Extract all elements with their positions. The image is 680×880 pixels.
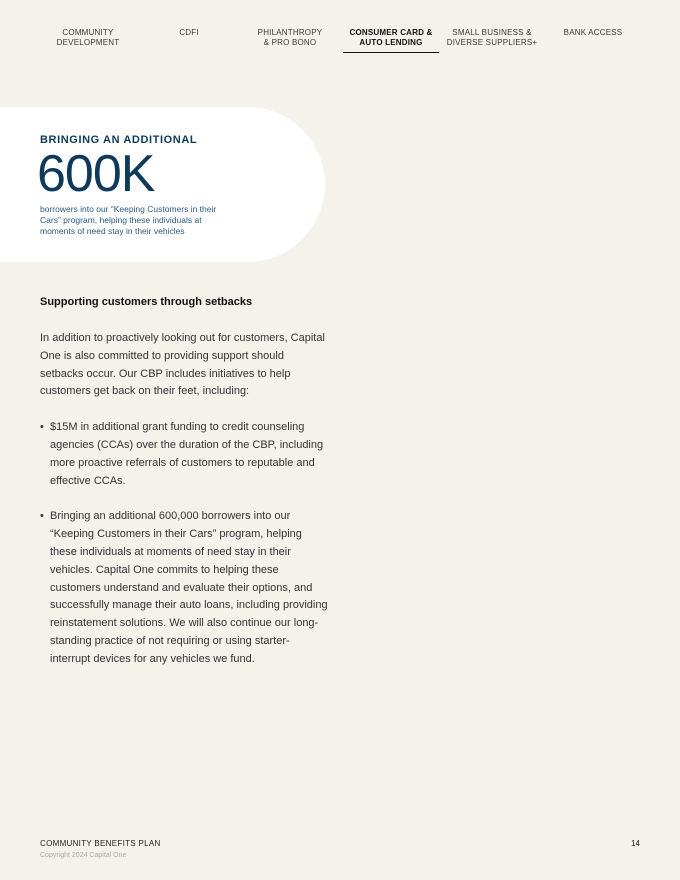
- nav-item-label: BANK ACCESS: [563, 28, 623, 37]
- page-number: 14: [631, 839, 640, 848]
- nav-item-consumer-card-auto-lending[interactable]: [343, 28, 439, 48]
- footer-copyright: Copyright 2024 Capital One: [40, 852, 127, 859]
- section-nav: [40, 28, 640, 54]
- main-content: [40, 296, 330, 687]
- nav-item-label: SMALL BUSINESS & DIVERSE SUPPLIERS+: [446, 28, 538, 47]
- highlight-callout: [0, 107, 325, 262]
- nav-item-community-development[interactable]: [40, 28, 136, 48]
- nav-item-bank-access[interactable]: [545, 28, 641, 38]
- footer-label: COMMUNITY BENEFITS PLAN: [40, 839, 161, 848]
- nav-item-small-business[interactable]: [444, 28, 540, 48]
- nav-item-philanthropy[interactable]: [242, 28, 338, 48]
- nav-item-label: CDFI: [179, 28, 199, 37]
- list-item: • Bringing an additional 600,000 borrowers into our “Keeping Customers in their Cars” program, helping these individuals at moments of need stay in their vehicles. Capital One commits to helping these customers understand and evaluate their options, and successfully manage their auto loans, including providing reinstatement solutions. We will also continue our long-standing practice of not requiring or using starter-interrupt devices for any vehicles we fund.: [40, 508, 330, 668]
- highlight-eyebrow: BRINGING AN ADDITIONAL: [40, 134, 198, 146]
- list-item: • $15M in additional grant funding to credit counseling agencies (CCAs) over the duration of the CBP, including more proactive referrals of customers to reputable and effective CCAs.: [40, 419, 330, 490]
- intro-paragraph: In addition to proactively looking out for customers, Capital One is also committed to providing support should setbacks occur. Our CBP includes initiatives to help customers get back on their feet, including:: [40, 332, 325, 398]
- nav-item-label: PHILANTHROPY & PRO BONO: [257, 28, 323, 47]
- nav-item-cdfi[interactable]: [141, 28, 237, 38]
- nav-item-label: CONSUMER CARD & AUTO LENDING: [349, 28, 433, 47]
- highlight-description: borrowers into our “Keeping Customers in their Cars” program, helping these individuals at moments of need stay in their vehicles: [40, 204, 217, 236]
- initiatives-list: [40, 419, 330, 668]
- highlight-number: 600K: [37, 145, 155, 203]
- nav-item-label: COMMUNITY DEVELOPMENT: [56, 28, 120, 47]
- section-title: Supporting customers through setbacks: [40, 296, 253, 308]
